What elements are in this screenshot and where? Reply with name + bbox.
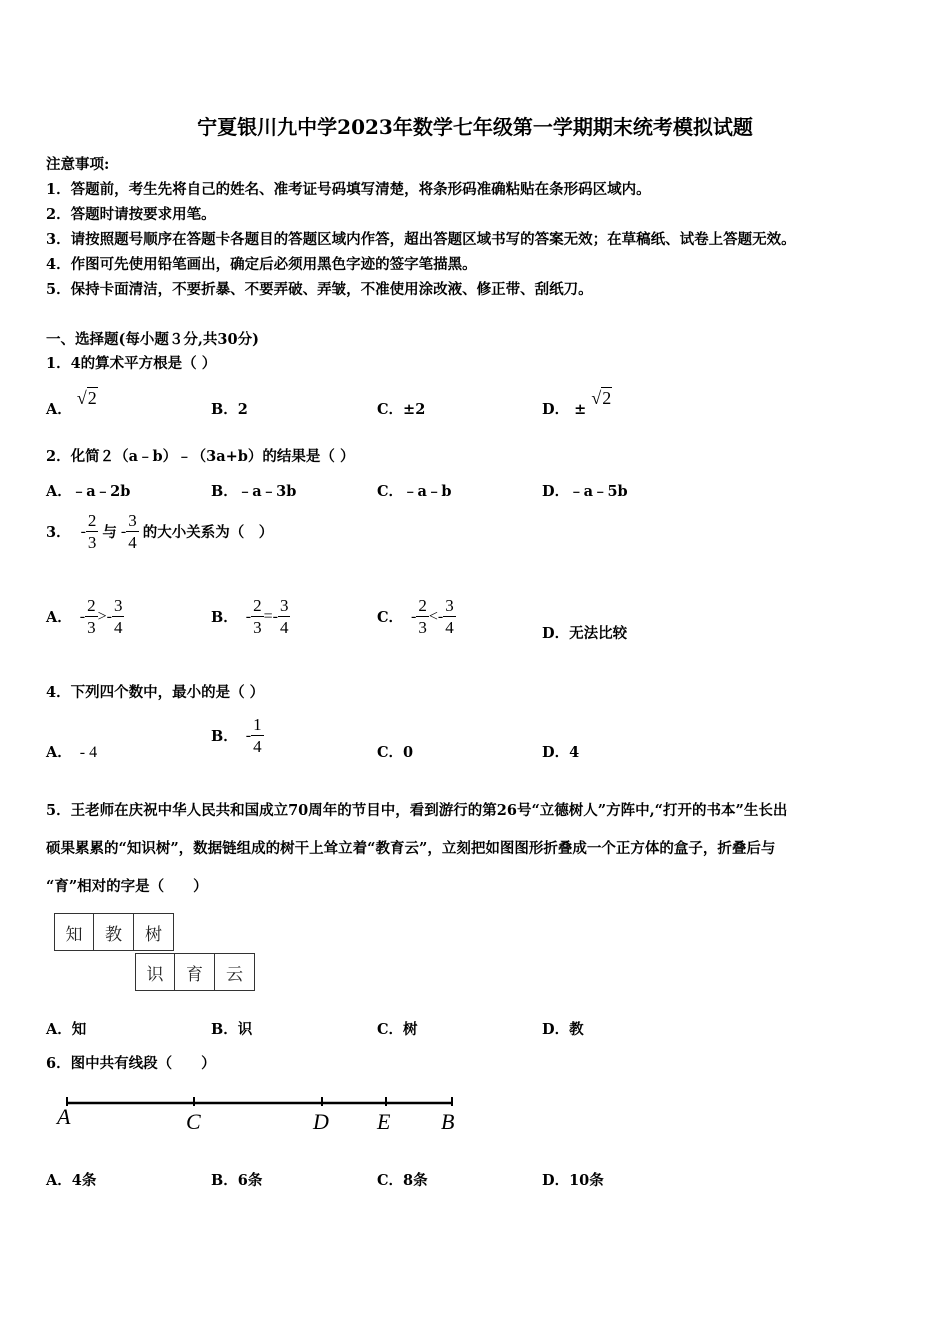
option-label: B． [211,401,238,418]
relation: > [97,607,107,625]
section-heading: 一、选择题(每小题３分,共30分) [46,331,259,348]
q5-option-a: A．知 [46,1021,87,1038]
option-label: C． [377,609,404,626]
question-number: 3． [46,524,71,541]
question-2-stem: 2．化简２（a﹣b）﹣（3a+b）的结果是（ ） [46,448,355,465]
numerator: 3 [445,596,454,615]
q4-option-c [377,741,413,762]
denominator: 3 [253,618,262,637]
denominator: 4 [253,737,262,756]
notice-heading: 注意事项: [46,156,110,173]
notice-item: 5．保持卡面清洁，不要折暴、不要弄破、弄皱，不准使用涂改液、修正带、刮纸刀。 [46,281,593,298]
point-label-e: E [377,1109,391,1134]
net-cell: 育 [175,953,215,991]
option-label: C． [377,744,404,761]
denominator: 3 [418,618,427,637]
q3-option-c [377,597,456,636]
option-label: D． [542,744,570,761]
stem-tail: 的大小关系为（ ） [142,524,274,541]
option-value: ±2 [403,401,426,418]
fraction [85,597,98,636]
sqrt-expression: √2 [591,388,612,408]
minus-sign: - [120,522,127,540]
question-1-stem: 1．4的算术平方根是（ ） [46,355,217,372]
minus-sign: - [272,607,278,625]
option-value: 2 [237,401,248,418]
q6-option-c: C．8条 [377,1172,428,1189]
minus-sign: - [437,607,444,625]
point-label-b: B [441,1109,455,1134]
q4-option-b [211,716,264,755]
q6-option-b: B．6条 [211,1172,263,1189]
q4-option-d [542,741,579,762]
q6-option-a: A．4条 [46,1172,97,1189]
point-label-d: D [313,1109,329,1134]
denominator: 3 [87,618,96,637]
q5-option-d: D．教 [542,1021,584,1038]
q2-option-d: D．﹣a﹣5b [542,483,628,500]
q3-option-a [46,597,124,636]
q6-option-d: D．10条 [542,1172,604,1189]
minus-sign: - [245,726,252,744]
denominator: 4 [128,533,137,552]
net-cell: 识 [135,953,175,991]
net-cell: 教 [94,913,134,951]
option-value: 无法比较 [569,625,628,642]
q5-option-b: B．识 [211,1021,253,1038]
numerator: 2 [418,596,427,615]
option-label: D． [542,401,570,418]
numerator: 2 [253,596,262,615]
q1-option-b [211,398,248,419]
q2-option-a: A．﹣a﹣2b [46,483,131,500]
net-cell: 知 [54,913,94,951]
fraction [416,597,429,636]
q1-option-a [46,388,98,419]
fraction [278,597,291,636]
numerator: 2 [87,511,97,530]
net-cell: 云 [215,953,255,991]
point-label-a: A [57,1104,71,1129]
denominator: 3 [87,533,97,552]
fraction [251,597,264,636]
notice-item: 3．请按照题号顺序在答题卡各题目的答题区域内作答，超出答题区域书写的答案无效；在草稿纸、试卷上答题无效。 [46,231,796,248]
question-5-line: 5．王老师在庆祝中华人民共和国成立70周年的节目中，看到游行的第26号“立德树人”方阵中,“打开的书本”生长出 [46,802,788,819]
sqrt-expression: √2 [76,388,97,408]
fraction [443,597,456,636]
question-5-line: “育”相对的字是（ ） [46,878,208,895]
option-label: C． [377,401,404,418]
question-4-stem: 4．下列四个数中，最小的是（ ） [46,684,265,701]
question-5-line: 硕果累累的“知识树”，数据链组成的树干上耸立着“教育云”，立刻把如图图形折叠成一个正方体的盒子，折叠后与 [46,840,776,857]
fraction [251,716,264,755]
numerator: 2 [87,596,96,615]
net-cell: 树 [134,913,174,951]
denominator: 4 [279,618,289,637]
question-6-stem: 6．图中共有线段（ ） [46,1055,216,1072]
q2-option-c: C．﹣a﹣b [377,483,452,500]
q1-option-d [542,388,612,419]
denominator: 4 [113,618,123,637]
option-label: A． [46,401,72,418]
option-label: A． [46,609,72,626]
minus-sign: - [106,607,112,625]
fraction [126,512,139,551]
radicand: 2 [87,388,97,408]
numerator: 3 [113,596,123,615]
q1-option-c [377,398,425,419]
q4-option-a [46,741,97,762]
q3-option-b [211,597,290,636]
minus-sign: - [245,607,252,625]
question-3-stem [46,512,273,551]
conjunction: 与 [102,524,117,541]
option-value: - 4 [79,744,98,761]
denominator: 4 [445,618,454,637]
minus-sign: - [411,607,417,625]
option-label: B． [211,728,238,745]
option-label: A． [46,744,72,761]
q3-option-d [542,622,627,643]
plus-minus: ± [574,401,587,418]
relation: < [428,607,438,625]
option-label: B． [211,609,238,626]
page-title: 宁夏银川九中学2023年数学七年级第一学期期末统考模拟试题 [197,115,753,139]
fraction [86,512,99,551]
option-value: 4 [569,744,580,761]
q2-option-b: B．﹣a﹣3b [211,483,297,500]
numerator: 3 [279,596,289,615]
notice-item: 2．答题时请按要求用笔。 [46,206,216,223]
option-value: 0 [403,744,414,761]
option-label: D． [542,625,570,642]
minus-sign: - [79,607,86,625]
minus-sign: - [80,522,86,540]
radicand: 2 [602,388,612,408]
notice-item: 4．作图可先使用铅笔画出，确定后必须用黑色字迹的签字笔描黑。 [46,256,477,273]
relation: = [263,607,273,625]
q5-option-c: C．树 [377,1021,418,1038]
point-label-c: C [186,1109,201,1134]
numerator: 3 [128,511,137,530]
numerator: 1 [253,715,262,734]
fraction [112,597,125,636]
notice-item: 1．答题前，考生先将自己的姓名、准考证号码填写清楚，将条形码准确粘贴在条形码区域内。 [46,181,651,198]
